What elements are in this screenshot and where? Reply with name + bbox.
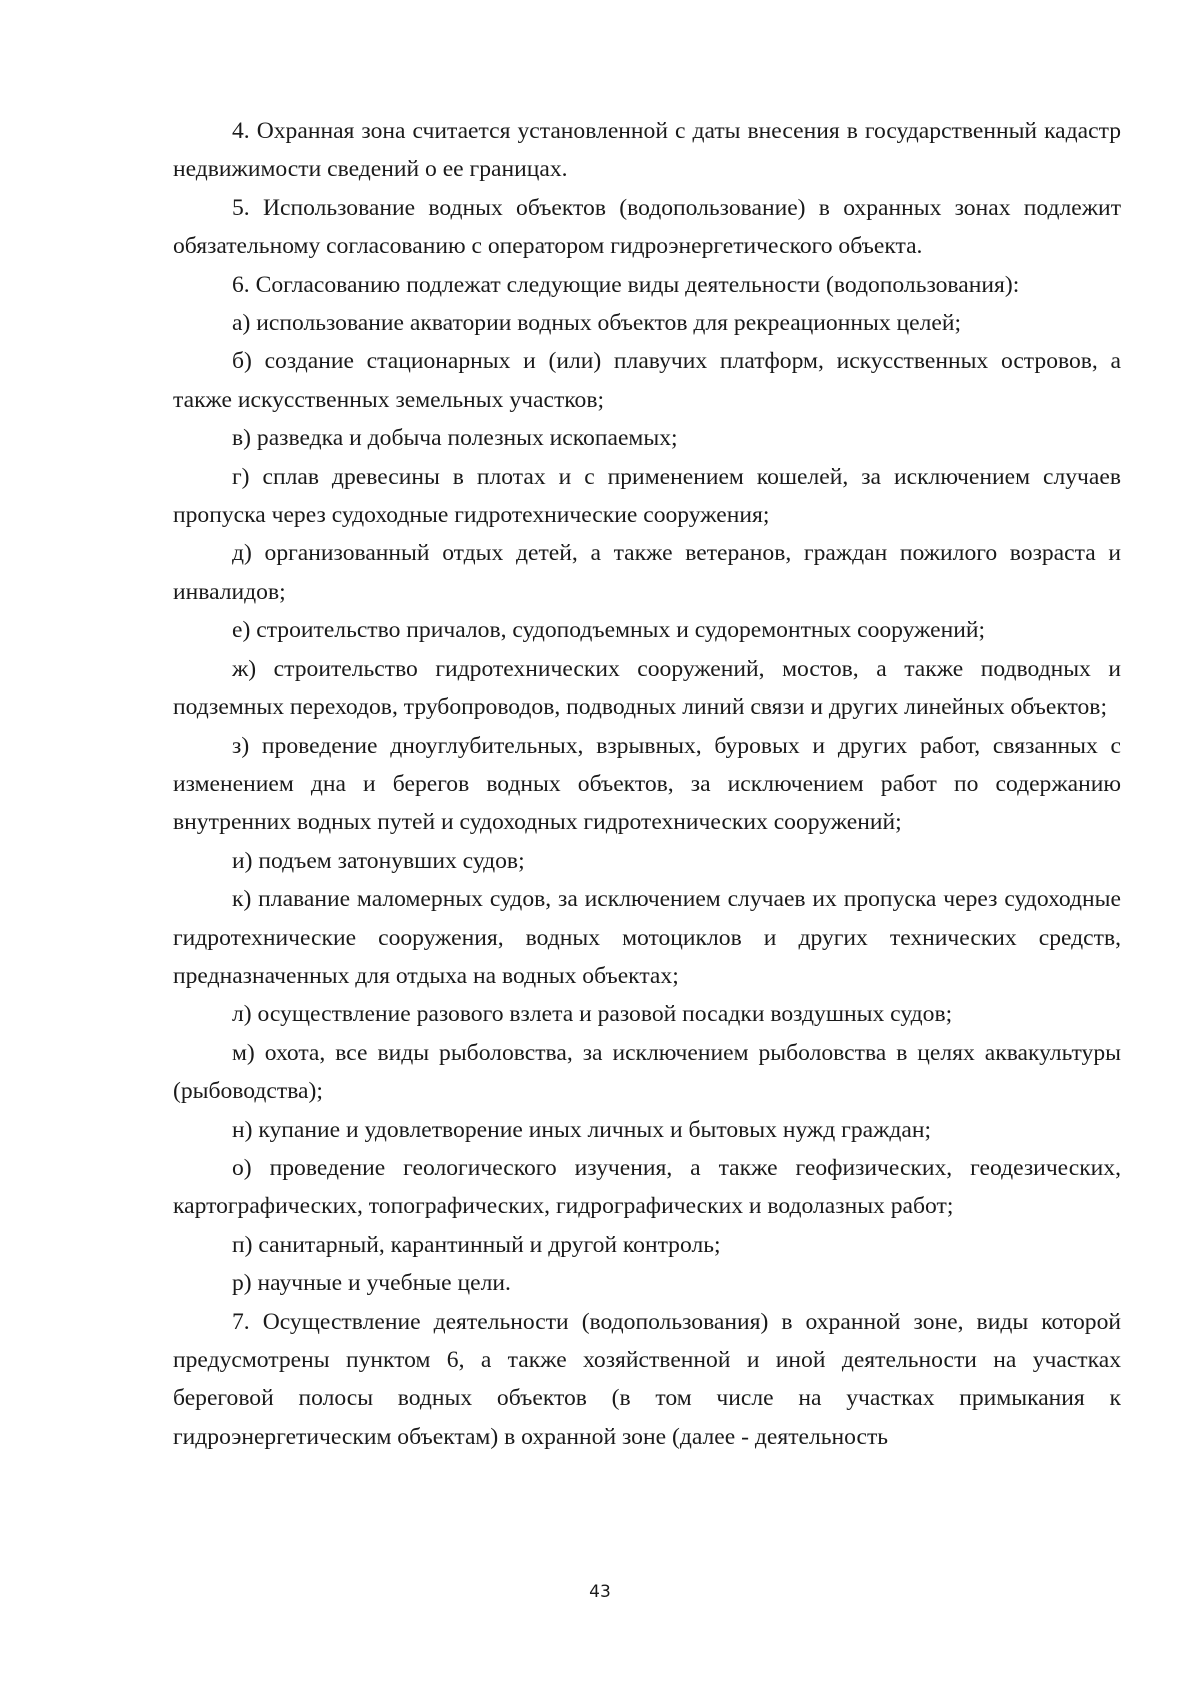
list-item-m: м) охота, все виды рыболовства, за исключением рыболовства в целях аквакультуры (рыбоводства);: [173, 1039, 1121, 1105]
list-item-v: в) разведка и добыча полезных ископаемых;: [232, 425, 678, 452]
list-item-r: р) научные и учебные цели.: [232, 1270, 511, 1297]
list-item-zh: ж) строительство гидротехнических сооружений, мостов, а также подводных и подземных переходов, трубопроводов, подводных линий связи и других линейных объектов;: [173, 655, 1121, 721]
list-item-g: г) сплав древесины в плотах и с применением кошелей, за исключением случаев пропуска через судоходные гидротехнические сооружения;: [173, 463, 1121, 529]
list-item-k: к) плавание маломерных судов, за исключением случаев их пропуска через судоходные гидротехнические сооружения, водных мотоциклов и других технических средств, предназначенных для отдыха на водных объектах;: [173, 886, 1121, 989]
paragraph-7: 7. Осуществление деятельности (водопользования) в охранной зоне, виды которой предусмотрены пунктом 6, а также хозяйственной и иной деятельности на участках береговой полосы водных объектов (в том числе на участках примыкания к гидроэнергетическим объектам) в охранной зоне (далее - деятельность: [173, 1308, 1121, 1450]
paragraph-5: 5. Использование водных объектов (водопользование) в охранных зонах подлежит обязательному согласованию с оператором гидроэнергетического объекта.: [173, 194, 1121, 260]
list-item-z: з) проведение дноуглубительных, взрывных, буровых и других работ, связанных с изменением дна и берегов водных объектов, за исключением работ по содержанию внутренних водных путей и судоходных гидротехнических сооружений;: [173, 732, 1121, 836]
paragraph-4: 4. Охранная зона считается установленной с даты внесения в государственный кадастр недвижимости сведений о ее границах.: [173, 118, 1121, 183]
list-item-b: б) создание стационарных и (или) плавучих платформ, искусственных островов, а также искусственных земельных участков;: [173, 348, 1121, 413]
list-item-e: е) строительство причалов, судоподъемных и судоремонтных сооружений;: [232, 617, 986, 644]
list-item-p: п) санитарный, карантинный и другой контроль;: [232, 1231, 721, 1258]
page-number: 43: [589, 1582, 611, 1602]
list-item-i: и) подъем затонувших судов;: [232, 847, 525, 874]
list-item-l: л) осуществление разового взлета и разовой посадки воздушных судов;: [232, 1001, 953, 1028]
list-item-a: а) использование акватории водных объектов для рекреационных целей;: [232, 310, 962, 337]
list-item-o: о) проведение геологического изучения, а также геофизических, геодезических, картографических, топографических, гидрографических и водолазных работ;: [173, 1154, 1121, 1220]
paragraph-6: 6. Согласованию подлежат следующие виды деятельности (водопользования):: [232, 271, 1020, 298]
list-item-n: н) купание и удовлетворение иных личных и бытовых нужд граждан;: [232, 1116, 932, 1143]
list-item-d: д) организованный отдых детей, а также ветеранов, граждан пожилого возраста и инвалидов;: [173, 540, 1121, 605]
document-body: [173, 112, 1121, 1456]
